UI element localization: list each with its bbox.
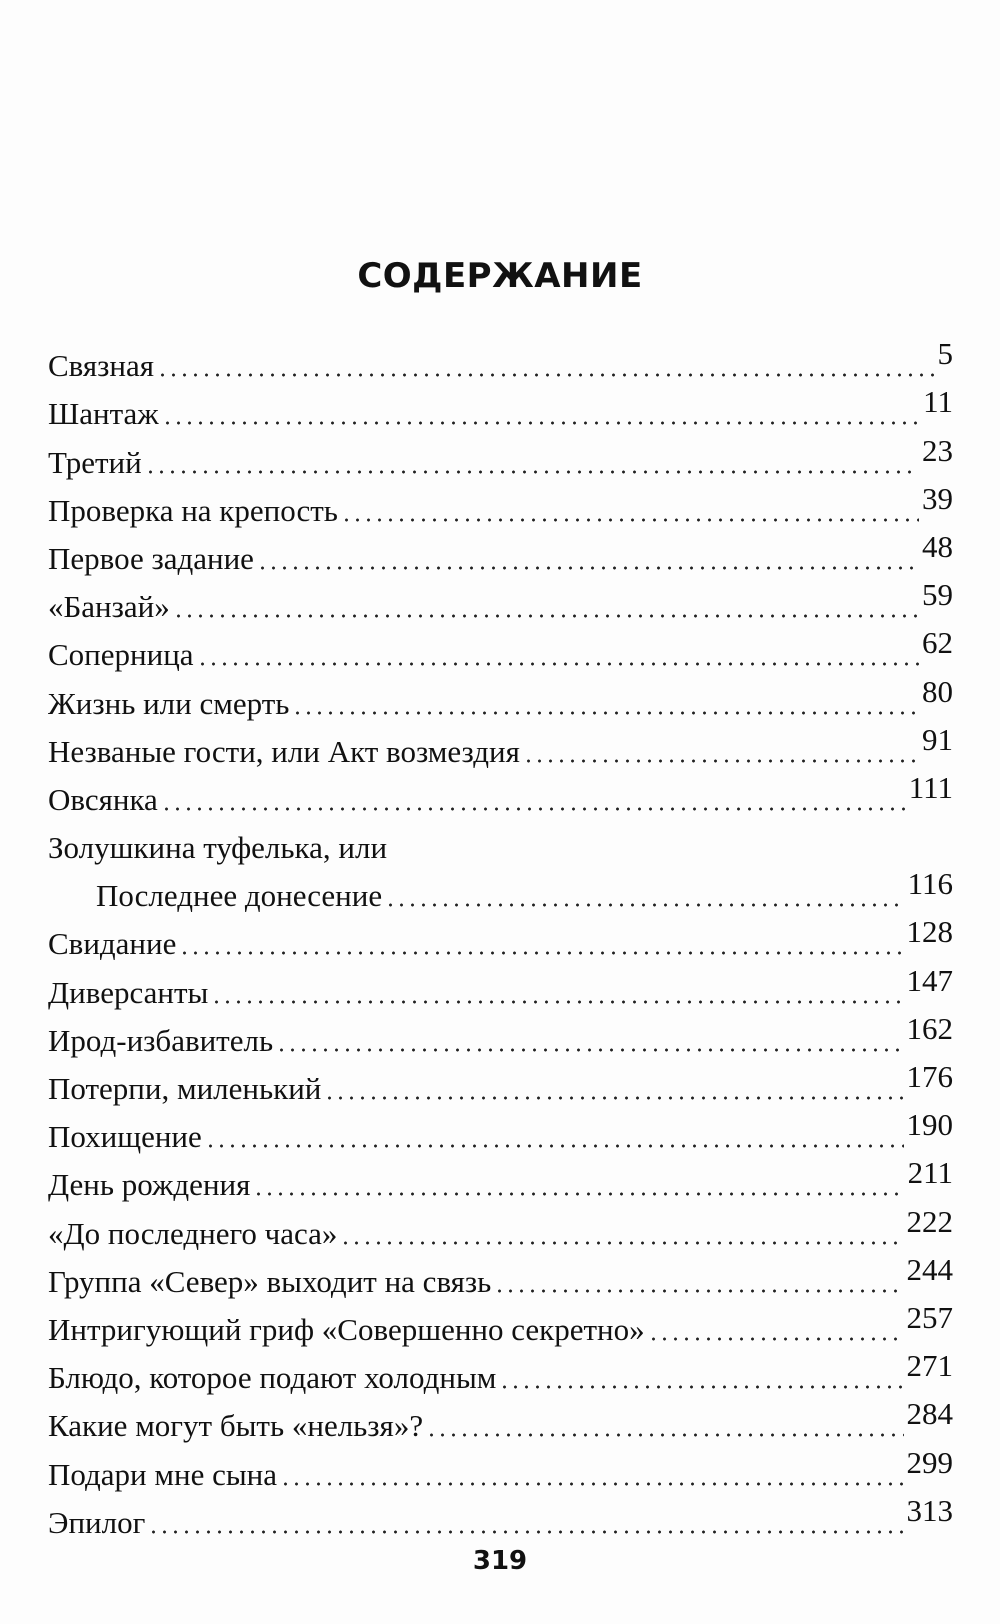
toc-entry <box>48 386 953 434</box>
toc-entry-title: Проверка на крепость <box>48 492 338 528</box>
toc-entry-page: 176 <box>906 1059 953 1094</box>
toc-entry-first-line <box>48 820 953 868</box>
dot-leader <box>253 1191 904 1197</box>
dot-leader <box>161 806 906 812</box>
toc-entry-title: Жизнь или смерть <box>48 685 290 721</box>
toc-entry <box>48 916 953 964</box>
dot-leader <box>494 1288 903 1294</box>
toc-entry <box>48 964 953 1012</box>
dot-leader <box>205 1143 904 1149</box>
toc-entry-title: Свидание <box>48 926 177 962</box>
toc-entry <box>48 1010 953 1061</box>
toc-entry-page: 80 <box>922 673 953 709</box>
page-title: СОДЕРЖАНИЕ <box>357 256 643 296</box>
table-of-contents <box>48 338 953 1543</box>
toc-entry-title: Интригующий гриф «Совершенно секретно» <box>48 1311 645 1347</box>
toc-entry-page: 11 <box>923 384 953 420</box>
toc-entry <box>48 1299 953 1350</box>
toc-entry <box>48 1350 953 1398</box>
toc-entry-title: День рождения <box>48 1167 251 1203</box>
toc-entry-page: 162 <box>906 1010 953 1046</box>
toc-entry-page: 128 <box>906 914 953 950</box>
toc-entry-title: «Банзай» <box>48 589 170 625</box>
dot-leader <box>276 1047 903 1053</box>
dot-leader <box>148 1529 903 1535</box>
toc-entry <box>48 1492 953 1543</box>
toc-entry-title: «До последнего часа» <box>48 1215 338 1251</box>
toc-entry-page: 5 <box>937 336 953 372</box>
toc-entry-title: Ирод-избавитель <box>48 1022 274 1058</box>
toc-entry-page: 222 <box>906 1203 953 1239</box>
toc-entry-title: Подари мне сына <box>48 1456 278 1492</box>
toc-entry-page: 244 <box>906 1251 953 1287</box>
toc-entry <box>48 1446 953 1494</box>
toc-entry <box>48 675 953 723</box>
toc-entry-title: Незваные гости, или Акт возмездия <box>48 733 520 769</box>
dot-leader <box>385 902 905 908</box>
toc-entry-title: Третий <box>48 444 142 480</box>
toc-entry-page: 299 <box>906 1444 953 1480</box>
toc-entry-page: 211 <box>907 1155 953 1191</box>
toc-entry-title-continuation: Последнее донесение <box>96 878 383 914</box>
toc-entry <box>48 1109 953 1157</box>
dot-leader <box>426 1432 903 1438</box>
dot-leader <box>145 469 919 475</box>
toc-entry-title: Овсянка <box>48 781 158 817</box>
toc-entry <box>48 769 953 820</box>
dot-leader <box>179 950 903 956</box>
toc-entry-page: 48 <box>922 528 953 564</box>
toc-entry-title: Похищение <box>48 1119 202 1155</box>
toc-entry-title: Группа «Север» выходит на связь <box>48 1263 492 1299</box>
toc-entry-title: Шантаж <box>48 396 159 432</box>
toc-entry-title: Первое задание <box>48 540 254 576</box>
toc-entry <box>48 1251 953 1302</box>
toc-entry <box>48 1061 953 1109</box>
dot-leader <box>292 710 919 716</box>
toc-entry <box>48 627 953 675</box>
toc-entry <box>48 1205 953 1253</box>
toc-entry <box>48 434 953 482</box>
toc-entry-title: Золушкина туфелька, или <box>48 830 388 866</box>
toc-entry-title: Диверсанты <box>48 974 209 1010</box>
dot-leader <box>340 1240 903 1246</box>
dot-leader <box>197 661 919 667</box>
toc-entry-page: 111 <box>908 769 953 805</box>
dot-leader <box>157 372 934 378</box>
dot-leader <box>257 565 919 571</box>
toc-entry <box>48 1157 953 1205</box>
toc-entry <box>48 579 953 627</box>
toc-entry-title: Блюдо, которое подают холодным <box>48 1360 497 1396</box>
toc-entry-page: 190 <box>906 1107 953 1143</box>
toc-entry-page: 257 <box>906 1299 953 1335</box>
toc-entry <box>48 338 953 386</box>
toc-entry-page: 23 <box>922 432 953 468</box>
toc-entry-title: Соперница <box>48 637 194 673</box>
dot-leader <box>648 1336 904 1342</box>
toc-entry-page: 62 <box>922 625 953 661</box>
toc-entry <box>48 721 953 772</box>
toc-entry <box>48 528 953 579</box>
toc-entry <box>48 480 953 531</box>
toc-entry <box>48 1398 953 1446</box>
toc-entry-page: 116 <box>907 866 953 902</box>
dot-leader <box>324 1095 903 1101</box>
dot-leader <box>162 420 920 426</box>
toc-entry-page: 147 <box>906 962 953 998</box>
toc-entry-title: Потерпи, миленький <box>48 1071 322 1106</box>
toc-entry-continuation <box>48 868 953 916</box>
toc-entry-title: Какие могут быть «нельзя»? <box>48 1408 424 1444</box>
toc-entry-title: Эпилог <box>48 1504 146 1540</box>
toc-entry-title: Связная <box>48 348 155 384</box>
dot-leader <box>523 758 919 764</box>
dot-leader <box>173 613 919 619</box>
toc-entry-page: 284 <box>906 1396 953 1432</box>
dot-leader <box>211 999 903 1005</box>
toc-entry-page: 91 <box>922 721 953 757</box>
toc-entry-page: 271 <box>906 1348 953 1384</box>
toc-entry-page: 313 <box>906 1492 953 1528</box>
dot-leader <box>499 1384 903 1390</box>
toc-entry-page: 39 <box>922 480 953 516</box>
dot-leader <box>280 1481 903 1487</box>
page-number: 319 <box>472 1546 528 1576</box>
dot-leader <box>341 517 919 523</box>
toc-entry-page: 59 <box>922 577 953 613</box>
